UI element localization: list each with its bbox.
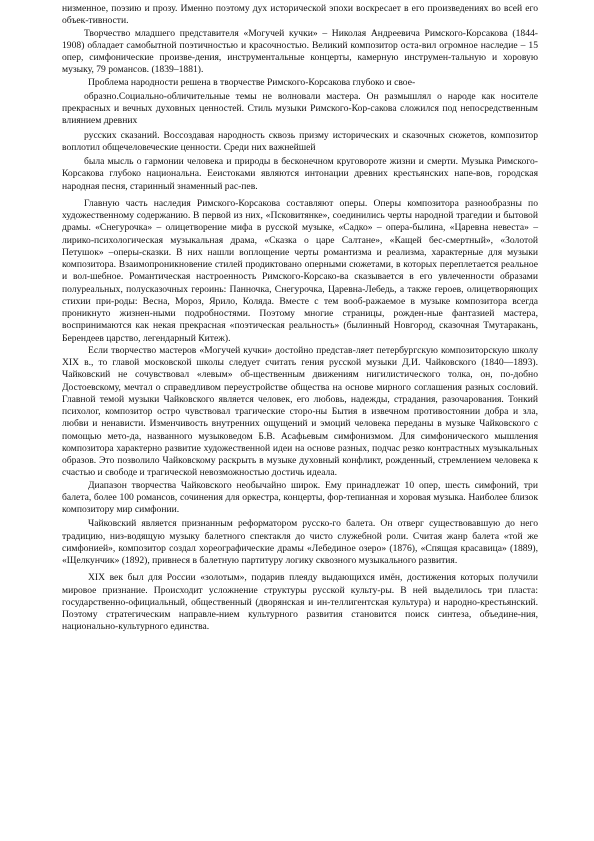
paragraph-golden-age: XIX век был для России «золотым», подарив плеяду выдающихся имён, достижения которых получили мировое признание. Происходит усложнение структуры русской культу-ры. В ней выделилось три пласта: государственно-официальный, общественный (дворянская и ин-теллигентская культура) и народно-крестьянский. Поэтому стратегическим направле-нием культурного развития становится поиск синтеза, объедине-ния, национально-культурного единства. [62, 572, 538, 633]
paragraph-ballet: Чайковский является признанным реформатором русско-го балета. Он отверг существовавшую до него традицию, низ-водящую музыку балетного спектакля до чисто служебной роли. Считая жанр балета «той же симфонией», композитор создал хореографические драмы «Лебединое озеро» (1876), «Спящая красавица» (1889), «Щелкунчик» (1892), привнеся в балетную партитуру логику сквозного музыкального развития. [62, 518, 538, 566]
paragraph-narodnost-body: образно.Социально-обличительные темы не волновали мастера. Он размышлял о народе как носителе прекрасных и вечных духовных ценностей. Стиль музыки Римского-Кор-сакова сложился под непосредственным влиянием древних [62, 90, 538, 127]
paragraph-operas: Главную часть наследия Римского-Корсакова составляют оперы. Оперы композитора разнообразны по художественному содержанию. В первой из них, «Псковитянке», соединились черты народной трагедии и бытовой драмы. «Снегурочка» – олицетворение мифа в русской музыке, «Садко» – опера-былина, «Царевна невеста» –лирико-психологическая музыкальная драма, «Сказка о царе Салтане», «Кащей бес-смертный», «Золотой Петушок» –оперы-сказки. В них нашли воплощение черты романтизма и реализма, характерные для музыки композитора. Взаимопроникновение стилей продиктовано оперными сюжетами, в которых переплетается реальное и вол-шебное. Романтическая настроенность Римского-Корсако-ва сказывается в его увлеченности образами полуреальных, полусказочных героинь: Панночка, Снегурочка, Царевна-Лебедь, а также героев, олицетворяющих стихии при-роды: Весна, Мороз, Ярило, Коляда. Вместе с тем вооб-ражаемое в музыке композитора всегда проникнуто жизнен-ными подробностями. Поэтому многие страницы, рожден-ные фантазией мастера, воспринимаются как некая прекрасная «поэтическая реальность» (былинный Новгород, сказочная Тмутаракань, Берендеев царство, легендарный Китеж). [62, 197, 538, 344]
paragraph-harmony: была мысль о гармонии человека и природы в бесконечном круговороте жизни и смерти. Музыка Римского-Корсакова глубоко национальна. Ееистоками являются интонации древних крестьянских напе-вов, городская народная песня, старинный знаменный рас-пев. [62, 156, 538, 192]
paragraph-russian-tales: русских сказаний. Воссоздавая народность сквозь призму исторических и сказочных сюжетов, композитор воплотил общечеловеческие ценности. Среди них важнейшей [62, 129, 538, 153]
paragraph-range: Диапазон творчества Чайковского необычайно широк. Ему принадлежат 10 опер, шесть симфоний, три балета, более 100 романсов, сочинения для оркестра, концерты, фор-тепианная и хоровая музыка. Наиболее близок композитору мир симфонии. [62, 479, 538, 515]
paragraph-tchaikovsky: Если творчество мастеров «Могучей кучки» достойно представ-ляет петербургскую композиторскую школу XIX в., то главой московской школы следует считать гения русской музыки Д.И. Чайковского (1840—1893). Чайковский не сочувствовал «левым» об-щественным движениям нигилистического толка, он, по-добно Достоевскому, мечтал о справедливом переустройстве общества на основе мирного соглашения разных сословий. Главной темой музыки Чайковского является человек, его любовь, надежды, страдания, разочарования. Тонкий психолог, композитор остро чувствовал трагические сторо-ны Бытия в извечном противостоянии добра и зла, любви и ненависти. Изменчивость внутренних ощущений и эмоций человека переданы в музыке Чайковского с помощью мето-да, названного музыковедом Б.В. Асафьевым симфонизмом. Для симфонического мышления композитора характерно развитие художественной идеи на основе разных, подчас резко контрастных музыкальных образов. Это позволило Чайковскому раскрыть в музыке духовный конфликт, рожденный, стремлением человека к счастью и свободе и трагической невозможностью достичь идеала. [62, 344, 538, 479]
paragraph-continuation: низменное, поэзию и прозу. Именно поэтому дух исторической эпохи воскресает в его произведениях во всей его объек-тивности. [62, 3, 538, 27]
paragraph-rimsky-korsakov-intro: Творчество младшего представителя «Могучей кучки» – Николая Андреевича Римского-Корсакова (1844-1908) обладает самобытной поэтичностью и красочностью. Великий композитор оста-вил огромное наследие – 15 опер, симфонические произве-дения, инструментальные концерты, камерную инструмен-тальную и хоровую музыку, 79 романсов. (1839–1881). [62, 27, 538, 76]
paragraph-narodnost-heading: Проблема народности решена в творчестве Римского-Корсакова глубоко и свое- [88, 76, 416, 88]
